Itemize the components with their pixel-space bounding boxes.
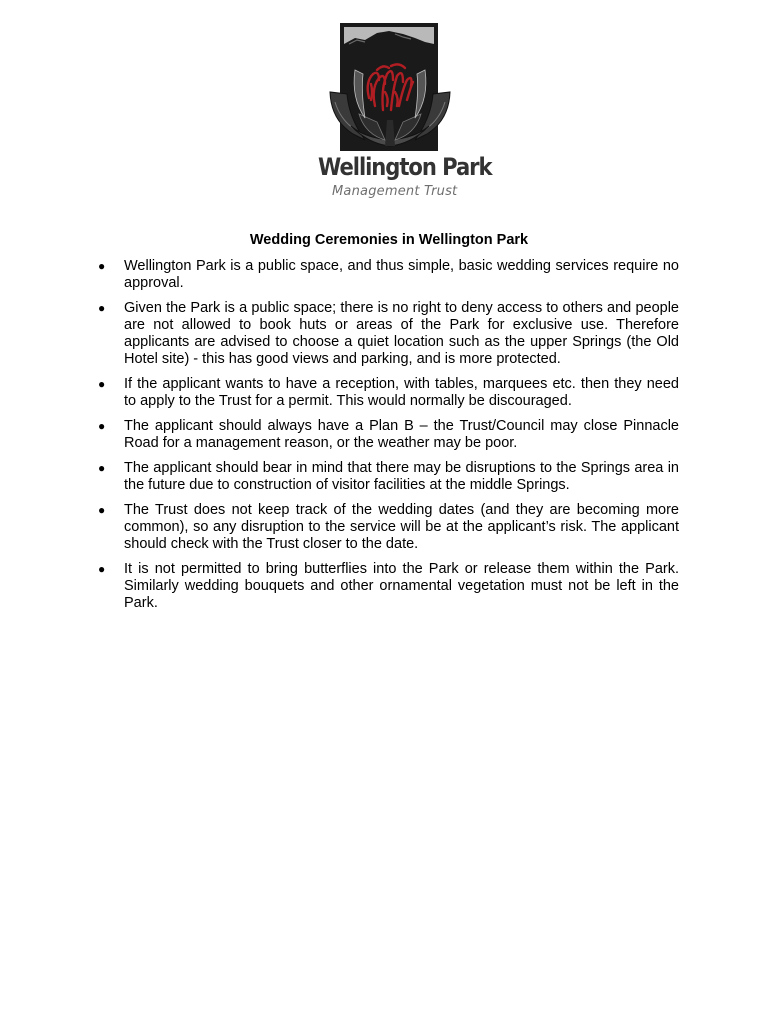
logo-subtitle: Management Trust — [332, 184, 458, 199]
bullet-icon: ● — [98, 377, 106, 391]
list-item — [95, 502, 679, 553]
bullet-list — [95, 258, 679, 620]
list-item — [95, 376, 679, 410]
bullet-icon: ● — [98, 259, 106, 273]
bullet-icon: ● — [98, 419, 106, 433]
list-item-text: Given the Park is a public space; there is no right to deny access to others and people are not allowed to book huts or areas of the Park for exclusive use. Therefore applicants are advised to choose a quiet location such as the upper Springs (the Old Hotel site) - this has good views and parking, and is more protected. — [124, 300, 679, 367]
list-item-text: It is not permitted to bring butterflies into the Park or release them within the Park. Similarly wedding bouquets and other ornamental vegetation must not be left in the Park. — [124, 561, 679, 611]
bullet-icon: ● — [98, 562, 106, 576]
list-item-text: The applicant should always have a Plan B – the Trust/Council may close Pinnacle Road for a management reason, or the weather may be poor. — [124, 418, 679, 451]
waratah-flower-logo-icon — [325, 22, 455, 154]
list-item — [95, 561, 679, 612]
list-item — [95, 258, 679, 292]
list-item-text: The applicant should bear in mind that there may be disruptions to the Springs area in the future due to construction of visitor facilities at the middle Springs. — [124, 460, 679, 493]
bullet-icon: ● — [98, 503, 106, 517]
list-item-text: If the applicant wants to have a reception, with tables, marquees etc. then they need to apply to the Trust for a permit. This would normally be discouraged. — [124, 376, 679, 409]
bullet-icon: ● — [98, 461, 106, 475]
list-item-text: The Trust does not keep track of the wedding dates (and they are becoming more common), so any disruption to the service will be at the applicant’s risk. The applicant should check with the Trust closer to the date. — [124, 502, 679, 552]
logo — [0, 22, 770, 212]
list-item — [95, 460, 679, 494]
document-title: Wedding Ceremonies in Wellington Park — [249, 232, 529, 248]
list-item-text: Wellington Park is a public space, and thus simple, basic wedding services require no approval. — [124, 258, 679, 291]
bullet-icon: ● — [98, 301, 106, 315]
list-item — [95, 300, 679, 368]
logo-name: Wellington Park — [318, 153, 492, 181]
list-item — [95, 418, 679, 452]
